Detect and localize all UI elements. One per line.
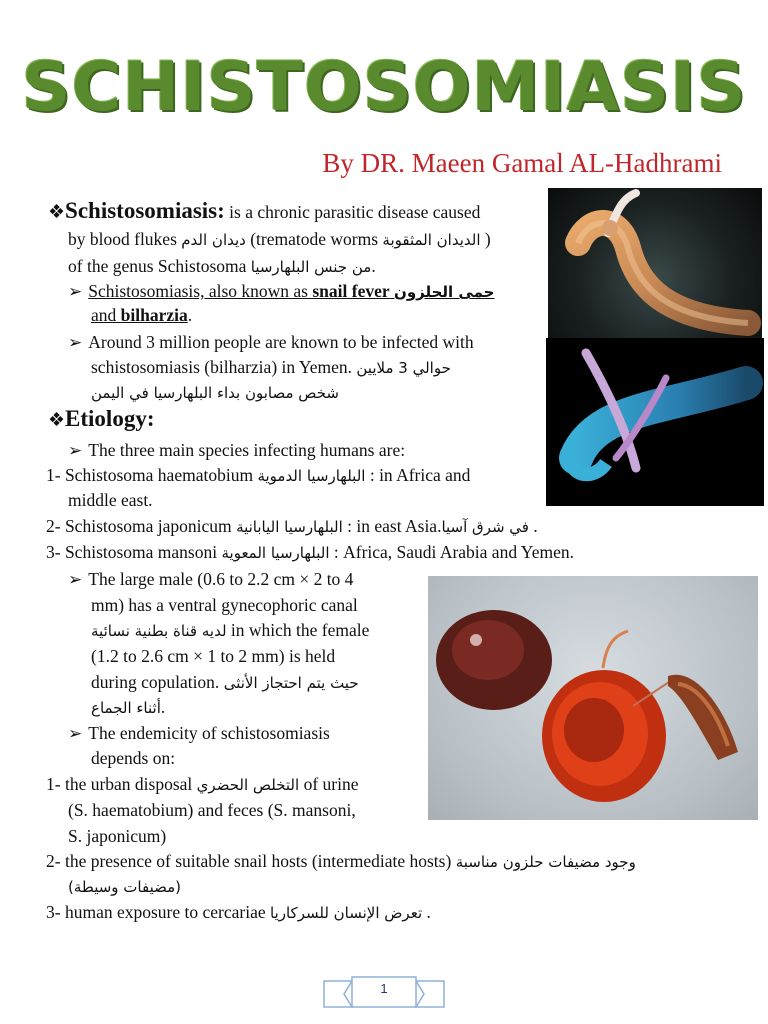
yemen-item-line-2: schistosomiasis (bilharzia) in Yemen. حوالي 3 ملايين: [91, 357, 451, 377]
arrow-bullet-icon: ➢: [68, 282, 83, 301]
page-number: 1: [380, 981, 388, 996]
worm-photo-2: [546, 338, 764, 506]
intro-line-1: ❖Schistosomiasis: is a chronic parasitic disease caused: [48, 198, 481, 223]
intro-line-3: of the genus Schistosoma من جنس البلهارسيا.: [68, 256, 376, 276]
factor-2-line-2: (مضيفات وسيطة): [68, 878, 182, 896]
factor-3: 3- human exposure to cercariae تعرض الإنسان للسركاريا .: [46, 902, 431, 922]
yemen-item-line-3: شخص مصابون بداء البلهارسيا في اليمن: [91, 384, 339, 402]
page-number-badge: [322, 975, 446, 1013]
male-description-line-5: during copulation. حيث يتم احتجاز الأنثى: [91, 672, 359, 692]
male-description-line-4: (1.2 to 2.6 cm × 1 to 2 mm) is held: [91, 646, 336, 666]
diamond-bullet-icon: ❖: [48, 410, 66, 431]
species-1-line-2: middle east.: [68, 490, 153, 510]
factor-1-line-3: S. japonicum): [68, 826, 167, 846]
arrow-bullet-icon: ➢: [68, 724, 83, 743]
worm-photo-1: [548, 188, 762, 340]
male-description-line-2: mm) has a ventral gynecophoric canal: [91, 595, 358, 615]
arrow-bullet-icon: ➢: [68, 570, 83, 589]
arrow-bullet-icon: ➢: [68, 441, 83, 460]
arrow-bullet-icon: ➢: [68, 333, 83, 352]
species-3: 3- Schistosoma mansoni البلهارسيا المعوية : Africa, Saudi Arabia and Yemen.: [46, 542, 574, 562]
factor-2: 2- the presence of suitable snail hosts (intermediate hosts) وجود مضيفات حلزون مناسبة: [46, 851, 636, 871]
intro-line-2: by blood flukes ديدان الدم (trematode worms الديدان المثقوبة ): [68, 229, 491, 249]
diamond-bullet-icon: ❖: [48, 202, 66, 223]
species-2: 2- Schistosoma japonicum البلهارسيا اليابانية : in east Asia.في شرق آسيا .: [46, 516, 538, 536]
snails-photo: [428, 576, 758, 820]
species-intro: ➢ The three main species infecting humans are:: [68, 440, 406, 460]
species-1: 1- Schistosoma haematobium البلهارسيا الدموية : in Africa and: [46, 465, 471, 485]
male-description-line-3: لديه قناة بطنية نسائية in which the female: [91, 620, 370, 640]
intro-term: Schistosomiasis:: [65, 198, 225, 223]
endemicity-item: ➢ The endemicity of schistosomiasis: [68, 723, 330, 743]
etiology-heading: ❖Etiology:: [48, 406, 155, 431]
factor-1-line-2: (S. haematobium) and feces (S. mansoni,: [68, 800, 356, 820]
author-line: By DR. Maeen Gamal AL-Hadhrami: [322, 148, 722, 178]
yemen-item: ➢ Around 3 million people are known to be infected with: [68, 332, 474, 352]
synonym-item-line-2: and bilharzia.: [91, 305, 193, 325]
endemicity-item-line-2: depends on:: [91, 748, 176, 768]
document-title: SCHISTOSOMIASIS: [21, 48, 747, 127]
factor-1: 1- the urban disposal التخلص الحضري of urine: [46, 774, 359, 794]
male-description-line-6: أثناء الجماع.: [91, 697, 166, 717]
male-description: ➢ The large male (0.6 to 2.2 cm × 2 to 4: [68, 569, 354, 589]
synonym-item: ➢ Schistosomiasis, also known as snail fever حمى الحلزون: [68, 281, 495, 301]
